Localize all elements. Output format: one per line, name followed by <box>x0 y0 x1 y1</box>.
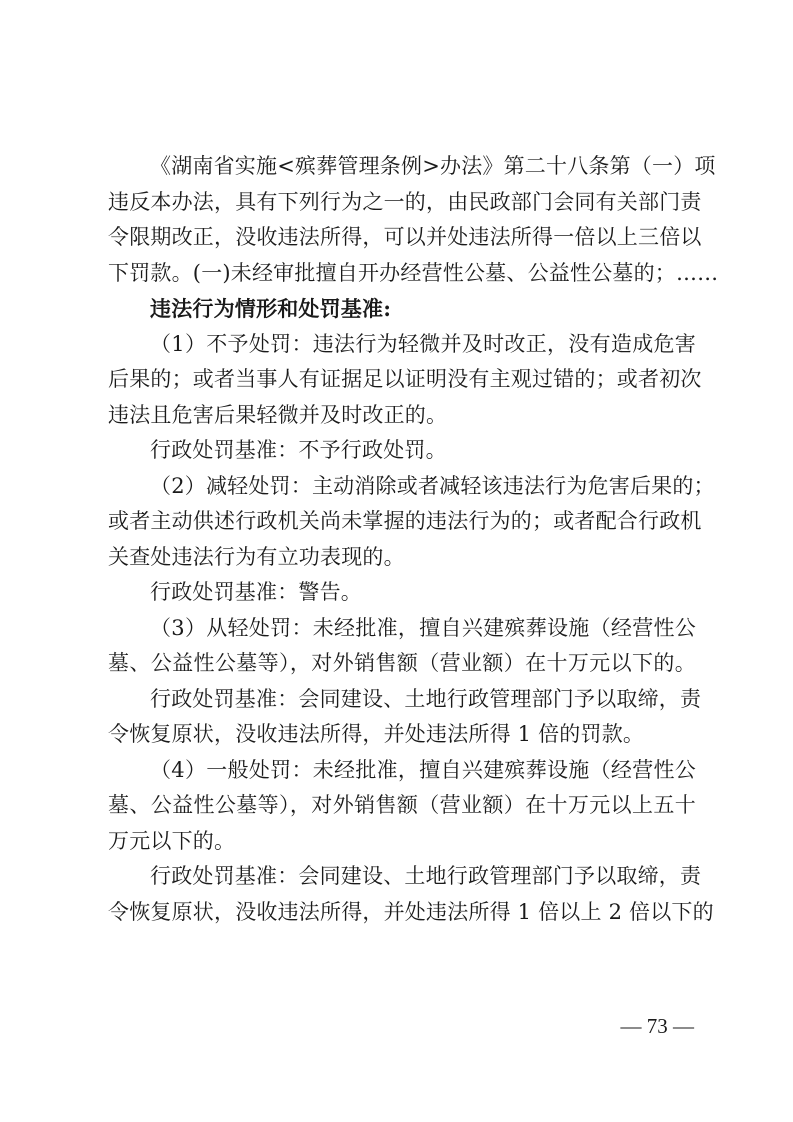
text-line: 《湖南省实施<殡葬管理条例>办法》第二十八条第（一）项 <box>150 154 716 178</box>
text-line: 令恢复原状，没收违法所得，并处违法所得 1 倍以上 2 倍以下的 <box>108 899 714 924</box>
case-1-standard-paragraph <box>108 433 696 469</box>
case-4-paragraph <box>108 753 696 860</box>
legal-basis-paragraph <box>108 149 719 291</box>
text-line: 后果的；或者当事人有证据足以证明没有主观过错的；或者初次 <box>108 367 702 391</box>
text-line: （4）一般处罚：未经批准，擅自兴建殡葬设施（经营性公 <box>150 757 696 782</box>
text-line: 行政处罚基准：警告。 <box>150 580 362 604</box>
text-line: 令限期改正，没收违法所得，可以并处违法所得一倍以上三倍以 <box>108 225 702 249</box>
text-line: 或者主动供述行政机关尚未掌握的违法行为的；或者配合行政机 <box>108 509 702 533</box>
case-3-standard-paragraph <box>108 682 702 753</box>
text-line: 墓、公益性公墓等），对外销售额（营业额）在十万元以下的。 <box>108 651 696 675</box>
case-4-standard-paragraph <box>108 859 714 930</box>
text-line: （1）不予处罚：违法行为轻微并及时改正，没有造成危害 <box>150 331 696 356</box>
text-line: （3）从轻处罚：未经批准，擅自兴建殡葬设施（经营性公 <box>150 615 696 640</box>
text-line: 关查处违法行为有立功表现的。 <box>108 544 405 569</box>
text-line: 万元以下的。 <box>108 828 236 853</box>
section-heading <box>108 291 696 327</box>
case-1-paragraph <box>108 327 702 434</box>
text-line: 令恢复原状，没收违法所得，并处违法所得 1 倍的罚款。 <box>108 722 645 746</box>
heading-text: 违法行为情形和处罚基准: <box>150 296 392 321</box>
text-line: 行政处罚基准：会同建设、土地行政管理部门予以取缔，责 <box>150 686 702 711</box>
text-line: （2）减轻处罚：主动消除或者减轻该违法行为危害后果的； <box>150 473 715 498</box>
case-2-standard-paragraph <box>108 575 696 611</box>
case-3-paragraph <box>108 611 696 682</box>
document-body <box>108 149 719 930</box>
text-line: 行政处罚基准：不予行政处罚。 <box>150 438 447 462</box>
text-line: 行政处罚基准：会同建设、土地行政管理部门予以取缔，责 <box>150 864 702 888</box>
text-line: 违法且危害后果轻微并及时改正的。 <box>108 402 448 427</box>
text-line: 墓、公益性公墓等），对外销售额（营业额）在十万元以上五十 <box>108 793 696 817</box>
text-line: 下罚款。(一)未经审批擅自开办经营性公墓、公益性公墓的；…… <box>108 260 719 285</box>
text-line: 违反本办法，具有下列行为之一的，由民政部门会同有关部门责 <box>108 189 702 214</box>
page-number: — 73 — <box>620 1014 694 1038</box>
case-2-paragraph <box>108 469 715 576</box>
